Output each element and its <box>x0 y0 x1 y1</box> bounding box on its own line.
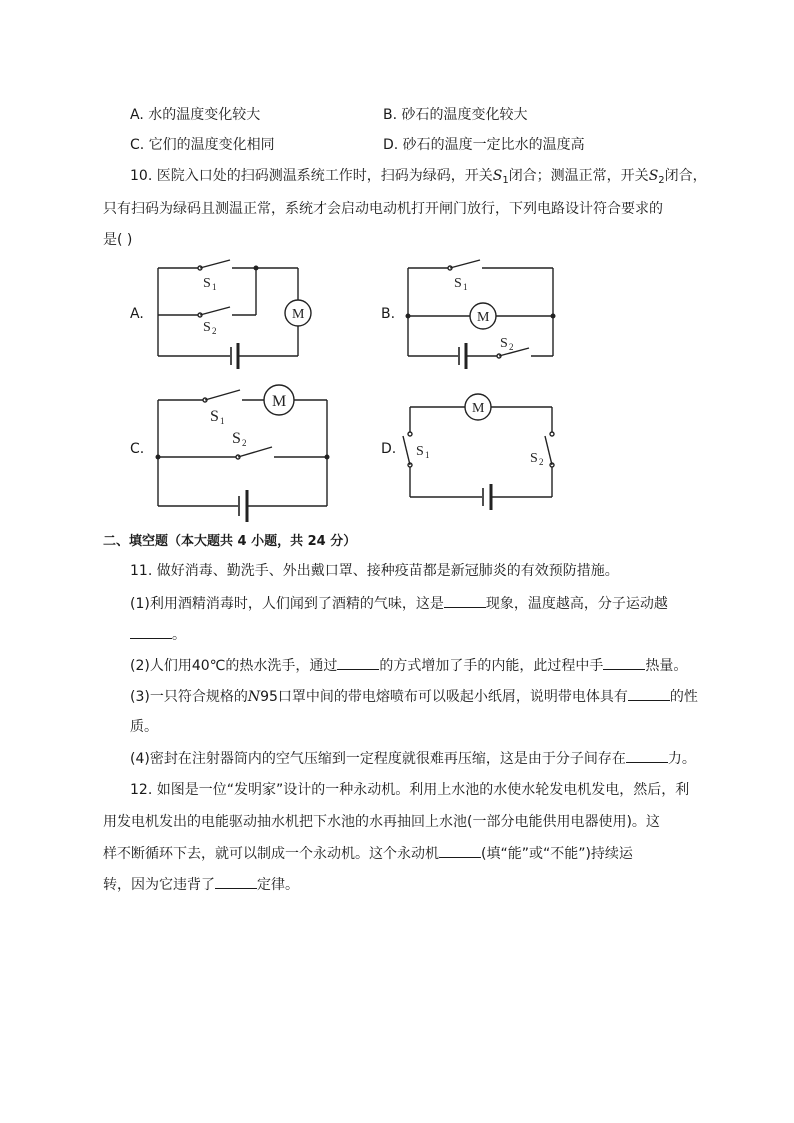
answer-blank[interactable] <box>626 748 668 763</box>
q11-p2-text-c: 热量。 <box>645 658 688 674</box>
circuit-b-s1-sub: 1 <box>463 282 468 292</box>
q11-part-1 <box>130 593 668 614</box>
answer-blank[interactable] <box>444 593 486 608</box>
circuit-a-s2-label: S <box>203 320 211 335</box>
q11-p1-text-a: (1)利用酒精消毒时，人们闻到了酒精的气味，这是 <box>130 596 444 612</box>
circuit-d-s1-sub: 1 <box>425 450 430 460</box>
q10-s2-sub: 2 <box>658 175 665 186</box>
q10-text-a: 10. 医院入口处的扫码测温系统工作时，扫码为绿码，开关 <box>130 168 493 184</box>
answer-blank[interactable] <box>628 686 670 701</box>
q9-option-d: D. 砂石的温度一定比水的温度高 <box>383 137 585 153</box>
q11-p1-text-b: 现象，温度越高，分子运动越 <box>485 596 668 612</box>
q10-line-2: 只有扫码为绿码且测温正常，系统才会启动电动机打开闸门放行，下列电路设计符合要求的 <box>103 201 663 217</box>
q11-p3-text-b: 95口罩中间的带电熔喷布可以吸起小纸屑，说明带电体具有 <box>260 689 628 705</box>
q10-line-3: 是( ) <box>103 232 133 248</box>
q11-p3-text-c: 的性 <box>669 689 698 705</box>
circuit-label-b: B. <box>381 306 396 322</box>
q12-text-c: 转，因为它违背了 <box>103 877 215 893</box>
q11-p1-text-c: 。 <box>172 627 186 643</box>
circuit-a-s2-sub: 2 <box>212 326 217 336</box>
q10-text-c: 闭合， <box>664 168 707 184</box>
circuit-c-s2-sub: 2 <box>242 438 247 448</box>
q11-stem: 11. 做好消毒、勤洗手、外出戴口罩、接种疫苗都是新冠肺炎的有效预防措施。 <box>130 563 619 579</box>
q11-p4-text-b: 力。 <box>667 751 696 767</box>
q12-text-a: 样不断循环下去，就可以制成一个永动机。这个永动机 <box>103 846 439 862</box>
circuit-b-s2-sub: 2 <box>509 342 514 352</box>
q12-line-1: 12. 如图是一位“发明家”设计的一种永动机。利用上水池的水使水轮发电机发电，然后，利 <box>130 782 690 798</box>
circuit-a-s1-label: S <box>203 276 211 291</box>
circuit-d-s1-label: S <box>416 444 424 459</box>
circuit-label-d: D. <box>381 441 397 457</box>
circuit-d-motor: M <box>472 401 485 416</box>
circuit-c-motor: M <box>272 393 287 410</box>
q11-p3-text-a: (3)一只符合规格的 <box>130 689 248 705</box>
circuit-c-s1-label: S <box>210 408 219 425</box>
q10-text-b: 闭合；测温正常，开关 <box>508 168 649 184</box>
q11-p2-text-b: 的方式增加了手的内能，此过程中手 <box>379 658 604 674</box>
circuit-a-motor: M <box>292 307 305 322</box>
q12-text-b: (填“能”或“不能”)持续运 <box>481 846 633 862</box>
q11-part-3 <box>130 686 698 707</box>
q11-part-1-cont <box>130 624 186 645</box>
q9-option-c: C. 它们的温度变化相同 <box>130 137 275 153</box>
q11-part-2 <box>130 655 687 676</box>
section-fill-in-title: 二、填空题（本大题共 4 小题，共 24 分） <box>103 534 357 549</box>
q10-s1: S <box>492 168 503 184</box>
answer-blank[interactable] <box>603 655 645 670</box>
q12-line-3 <box>103 843 633 864</box>
q10-s1-sub: 1 <box>502 175 509 186</box>
circuit-d-s2-label: S <box>530 451 538 466</box>
q12-line-4 <box>103 874 299 895</box>
circuit-b-s2-label: S <box>500 336 508 351</box>
circuit-a-s1-sub: 1 <box>212 282 217 292</box>
circuit-c-s2-label: S <box>232 430 241 447</box>
circuit-label-a: A. <box>130 306 144 322</box>
q11-p4-text-a: (4)密封在注射器筒内的空气压缩到一定程度就很难再压缩，这是由于分子间存在 <box>130 751 626 767</box>
circuit-c-s1-sub: 1 <box>220 416 225 426</box>
circuit-b-s1-label: S <box>454 276 462 291</box>
circuit-label-c: C. <box>130 441 145 457</box>
answer-blank[interactable] <box>215 874 257 889</box>
q10-s2: S <box>648 168 659 184</box>
q11-part-3-cont: 质。 <box>130 719 158 735</box>
q11-p2-text-a: (2)人们用40℃的热水洗手，通过 <box>130 658 338 674</box>
q12-line-2: 用发电机发出的电能驱动抽水机把下水池的水再抽回上水池(一部分电能供用电器使用)。这 <box>103 814 660 830</box>
answer-blank[interactable] <box>130 624 172 639</box>
q9-option-a: A. 水的温度变化较大 <box>130 107 261 123</box>
answer-blank[interactable] <box>337 655 379 670</box>
q12-text-d: 定律。 <box>257 877 299 893</box>
circuit-b-motor: M <box>477 310 490 325</box>
q11-part-4 <box>130 748 696 769</box>
q11-p3-n: N <box>247 689 261 705</box>
circuit-d-s2-sub: 2 <box>539 457 544 467</box>
answer-blank[interactable] <box>439 843 481 858</box>
q9-option-b: B. 砂石的温度变化较大 <box>383 107 528 123</box>
